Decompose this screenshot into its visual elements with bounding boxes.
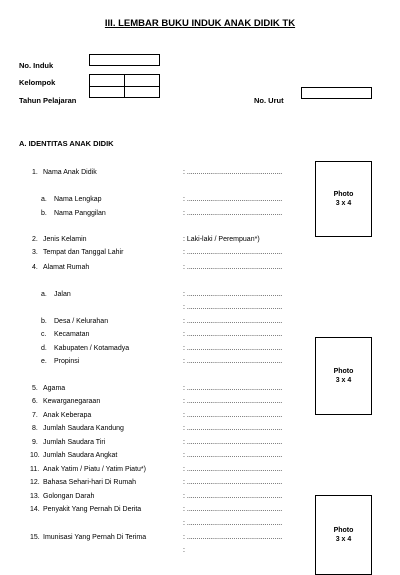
photo-box-3	[315, 495, 372, 575]
row-label: Desa / Kelurahan	[54, 318, 109, 325]
row-number: 13.	[30, 493, 40, 500]
row-value-field[interactable]: : .................................................	[183, 291, 283, 298]
row-value-field[interactable]: : .................................................	[183, 169, 283, 176]
row-number: 2.	[32, 236, 38, 243]
row-label: Kecamatan	[54, 331, 90, 338]
row-label: Kewarganegaraan	[43, 398, 101, 405]
row-value-field[interactable]: : .................................................	[183, 385, 283, 392]
row-number: 12.	[30, 479, 40, 486]
row-label: Jalan	[54, 291, 71, 298]
row-label: Imunisasi Yang Pernah Di Terima	[43, 534, 147, 541]
row-label: Jumlah Saudara Tiri	[43, 439, 106, 446]
row-number: 4.	[32, 264, 38, 271]
row-value-field[interactable]: : .................................................	[183, 479, 283, 486]
row-label: Nama Panggilan	[54, 210, 106, 217]
row-number: b.	[41, 318, 47, 325]
row-label: Kabupaten / Kotamadya	[54, 345, 130, 352]
row-value-field[interactable]: : .................................................	[183, 412, 283, 419]
row-value-field[interactable]: : .................................................	[183, 331, 283, 338]
row-value-field[interactable]: : .................................................	[183, 249, 283, 256]
row-label: Alamat Rumah	[43, 264, 90, 271]
row-number: 6.	[32, 398, 38, 405]
page-title: III. LEMBAR BUKU INDUK ANAK DIDIK TK	[104, 18, 296, 29]
row-label: Nama Anak Didik	[43, 169, 97, 176]
row-label: Jenis Kelamin	[43, 236, 87, 243]
row-value-field[interactable]: : .................................................	[183, 210, 283, 217]
photo-box-1	[315, 161, 372, 237]
row-value-field[interactable]: : .................................................	[183, 196, 283, 203]
photo-label: Photo	[333, 527, 354, 534]
photo-box-2	[315, 337, 372, 415]
row-number: c.	[41, 331, 47, 338]
row-number: 1.	[32, 169, 38, 176]
photo-size: 3 x 4	[335, 536, 352, 543]
row-number: 11.	[30, 466, 40, 473]
row-value-field[interactable]: :	[183, 547, 185, 554]
row-value-field[interactable]: : .................................................	[183, 345, 283, 352]
row-number: e.	[41, 358, 47, 365]
row-number: b.	[41, 210, 47, 217]
row-number: 8.	[32, 425, 38, 432]
row-label: Propinsi	[54, 358, 80, 365]
row-value-field[interactable]: : .................................................	[183, 318, 283, 325]
row-value-field[interactable]: : .................................................	[183, 425, 283, 432]
row-value-field[interactable]: : .................................................	[183, 358, 283, 365]
row-label: Bahasa Sehari-hari Di Rumah	[43, 479, 136, 486]
row-number: 9.	[32, 439, 38, 446]
section-a-heading: A. IDENTITAS ANAK DIDIK	[19, 139, 114, 148]
row-number: 5.	[32, 385, 38, 392]
row-number: d.	[41, 345, 47, 352]
no-urut-field[interactable]	[301, 87, 372, 99]
row-label: Nama Lengkap	[54, 196, 102, 203]
row-value-field[interactable]: : .................................................	[183, 466, 283, 473]
row-number: 7.	[32, 412, 38, 419]
photo-size: 3 x 4	[335, 377, 352, 384]
row-label: Agama	[43, 385, 66, 392]
row-label: Tempat dan Tanggal Lahir	[43, 249, 124, 256]
row-number: 10.	[30, 452, 40, 459]
kelompok-label: Kelompok	[19, 78, 56, 87]
row-value-field[interactable]: : .................................................	[183, 398, 283, 405]
row-value-field[interactable]: : .................................................	[183, 264, 283, 271]
row-number: 15.	[30, 534, 40, 541]
no-induk-label: No. Induk	[19, 61, 54, 70]
row-value-field[interactable]: : .................................................	[183, 493, 283, 500]
no-urut-label: No. Urut	[254, 96, 284, 105]
kelompok-divider-h	[89, 86, 160, 87]
row-label: Penyakit Yang Pernah Di Derita	[43, 506, 142, 513]
row-label: Jumlah Saudara Kandung	[43, 425, 124, 432]
row-value-field[interactable]: : .................................................	[183, 534, 283, 541]
row-number: 3.	[32, 249, 38, 256]
photo-label: Photo	[333, 191, 354, 198]
row-value-field[interactable]: : .................................................	[183, 439, 283, 446]
row-value-field[interactable]: : .................................................	[183, 520, 283, 527]
row-label: Golongan Darah	[43, 493, 95, 500]
no-induk-field[interactable]	[89, 54, 160, 66]
row-number: 14.	[30, 506, 40, 513]
photo-size: 3 x 4	[335, 200, 352, 207]
row-number: a.	[41, 196, 47, 203]
row-value-field[interactable]: : .................................................	[183, 506, 283, 513]
row-value-field[interactable]: : Laki-laki / Perempuan*)	[183, 236, 260, 243]
photo-label: Photo	[333, 368, 354, 375]
row-label: Jumlah Saudara Angkat	[43, 452, 118, 459]
row-number: a.	[41, 291, 47, 298]
row-value-field[interactable]: : .................................................	[183, 452, 283, 459]
tahun-pelajaran-label: Tahun Pelajaran	[19, 96, 77, 105]
row-label: Anak Yatim / Piatu / Yatim Piatu*)	[43, 466, 146, 473]
row-value-field[interactable]: : .................................................	[183, 304, 283, 311]
row-label: Anak Keberapa	[43, 412, 92, 419]
